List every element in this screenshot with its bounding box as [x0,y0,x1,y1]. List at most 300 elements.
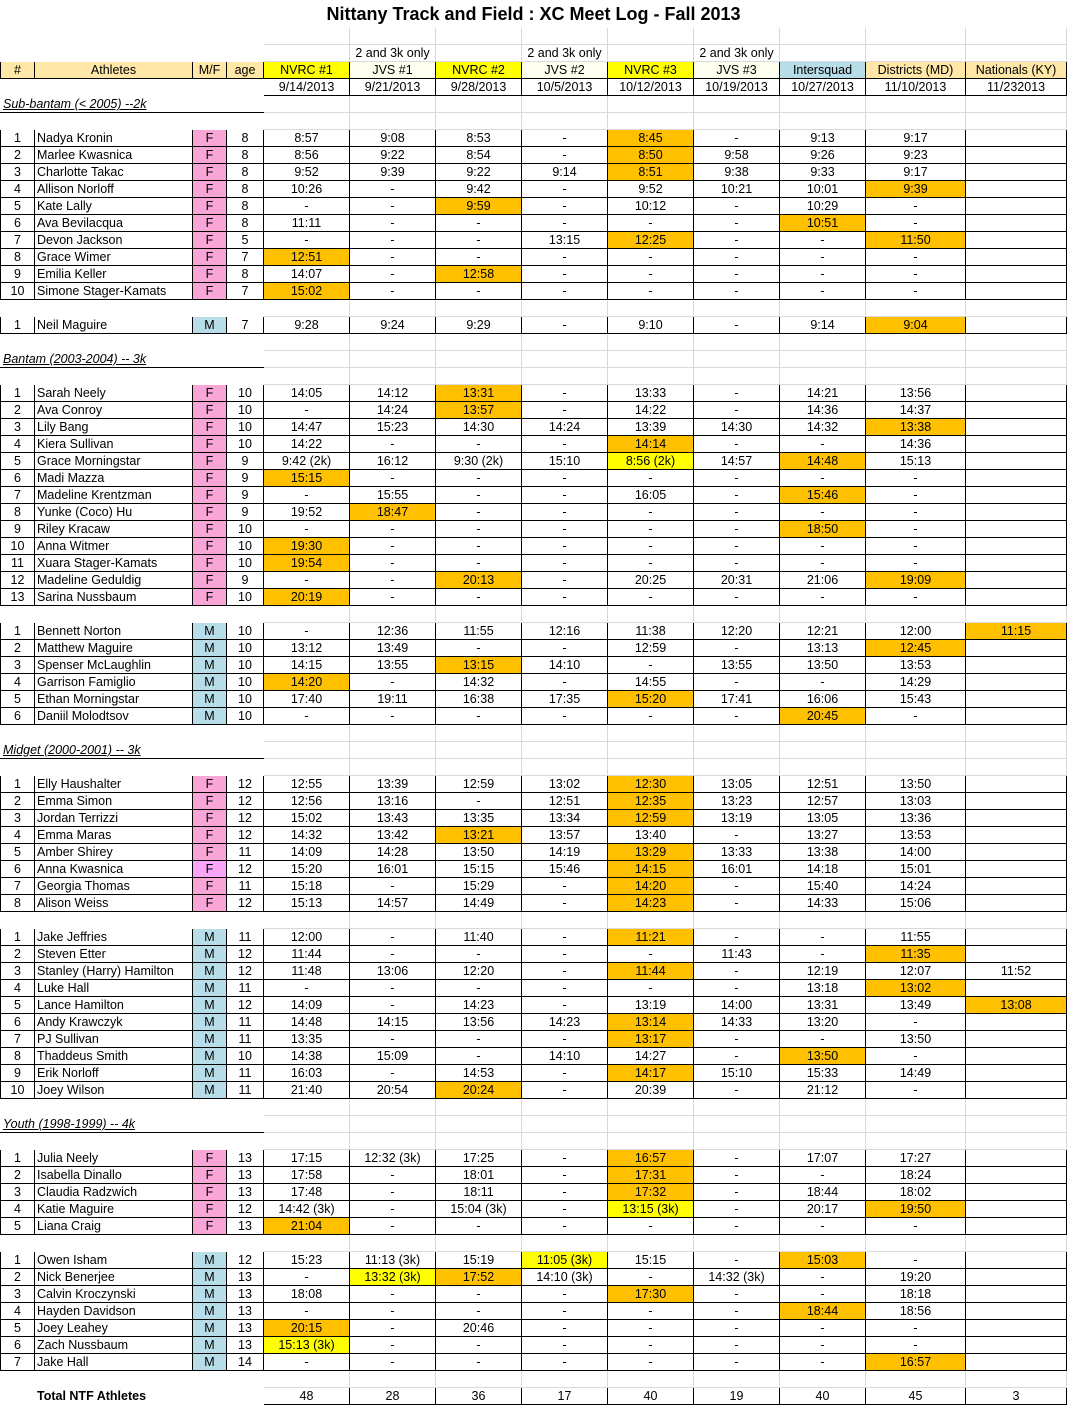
athlete-number[interactable]: 4 [1,1303,35,1320]
gender-badge[interactable]: M [193,1320,227,1337]
result-cell[interactable] [966,895,1067,912]
note-cell[interactable] [780,45,866,62]
result-cell[interactable] [966,708,1067,725]
empty-cell[interactable] [608,1235,694,1252]
result-cell[interactable]: - [350,1184,436,1201]
result-cell[interactable]: 13:33 [608,385,694,402]
result-cell[interactable]: - [350,708,436,725]
result-cell[interactable]: - [350,1065,436,1082]
empty-cell[interactable] [264,1099,350,1116]
result-cell[interactable]: 14:24 [866,878,966,895]
athlete-name[interactable]: Charlotte Takac [35,164,193,181]
result-cell[interactable] [966,827,1067,844]
result-cell[interactable]: - [350,1286,436,1303]
athlete-age[interactable]: 8 [227,266,264,283]
result-cell[interactable]: 14:17 [608,1065,694,1082]
empty-cell[interactable] [522,113,608,130]
result-cell[interactable]: 14:10 (3k) [522,1269,608,1286]
result-cell[interactable]: - [608,980,694,997]
result-cell[interactable]: 9:22 [350,147,436,164]
note-2-and-3k-only[interactable]: 2 and 3k only [694,45,780,62]
empty-cell[interactable] [966,1133,1067,1150]
column-header[interactable]: Athletes [35,62,193,79]
empty-cell[interactable] [35,334,193,351]
empty-cell[interactable] [608,725,694,742]
result-cell[interactable]: - [436,249,522,266]
gender-badge[interactable]: M [193,691,227,708]
result-cell[interactable]: 16:03 [264,1065,350,1082]
result-cell[interactable]: 8:56 [264,147,350,164]
meet-date[interactable]: 9/21/2013 [350,79,436,96]
empty-cell[interactable] [608,742,694,759]
result-cell[interactable]: 14:49 [436,895,522,912]
empty-cell[interactable] [436,1371,522,1388]
athlete-number[interactable]: 9 [1,266,35,283]
result-cell[interactable]: 14:21 [780,385,866,402]
result-cell[interactable]: - [694,1218,780,1235]
gender-badge[interactable]: F [193,130,227,147]
result-cell[interactable]: - [694,249,780,266]
result-cell[interactable]: 13:55 [694,657,780,674]
empty-cell[interactable] [350,759,436,776]
result-cell[interactable]: - [780,1218,866,1235]
total-count[interactable]: 48 [264,1388,350,1405]
athlete-number[interactable]: 7 [1,1354,35,1371]
empty-cell[interactable] [866,759,966,776]
empty-cell[interactable] [35,368,193,385]
athlete-age[interactable]: 12 [227,776,264,793]
result-cell[interactable]: - [350,589,436,606]
athlete-name[interactable]: Grace Morningstar [35,453,193,470]
result-cell[interactable]: - [694,878,780,895]
athlete-name[interactable]: Emma Simon [35,793,193,810]
gender-badge[interactable]: M [193,1048,227,1065]
empty-cell[interactable] [35,1099,193,1116]
empty-cell[interactable] [350,96,436,113]
empty-cell[interactable] [694,351,780,368]
result-cell[interactable] [966,1320,1067,1337]
result-cell[interactable]: - [436,283,522,300]
result-cell[interactable]: 9:10 [608,317,694,334]
athlete-number[interactable]: 3 [1,1286,35,1303]
result-cell[interactable]: - [436,1218,522,1235]
result-cell[interactable]: 12:51 [264,249,350,266]
result-cell[interactable]: - [608,946,694,963]
empty-cell[interactable] [780,725,866,742]
result-cell[interactable]: 10:12 [608,198,694,215]
empty-cell[interactable] [694,1371,780,1388]
empty-cell[interactable] [264,96,350,113]
result-cell[interactable]: 12:21 [780,623,866,640]
result-cell[interactable]: 11:55 [436,623,522,640]
empty-cell[interactable] [522,1116,608,1133]
result-cell[interactable]: - [780,555,866,572]
result-cell[interactable]: 9:26 [780,147,866,164]
athlete-number[interactable]: 1 [1,385,35,402]
total-count[interactable]: 17 [522,1388,608,1405]
gender-badge[interactable]: F [193,436,227,453]
result-cell[interactable] [966,147,1067,164]
result-cell[interactable]: 14:32 [436,674,522,691]
empty-cell[interactable] [1,1133,35,1150]
result-cell[interactable] [966,1048,1067,1065]
result-cell[interactable]: 15:20 [264,861,350,878]
athlete-number[interactable]: 5 [1,198,35,215]
result-cell[interactable]: - [522,1065,608,1082]
result-cell[interactable]: - [436,436,522,453]
gender-badge[interactable]: M [193,1065,227,1082]
empty-cell[interactable] [1,368,35,385]
result-cell[interactable]: - [866,266,966,283]
gender-badge[interactable]: F [193,283,227,300]
athlete-number[interactable]: 11 [1,555,35,572]
column-header[interactable]: Districts (MD) [866,62,966,79]
result-cell[interactable]: 12:20 [436,963,522,980]
result-cell[interactable]: - [694,1303,780,1320]
empty-cell[interactable] [264,113,350,130]
result-cell[interactable]: 20:19 [264,589,350,606]
empty-cell[interactable] [522,606,608,623]
result-cell[interactable]: - [694,130,780,147]
athlete-age[interactable]: 7 [227,283,264,300]
empty-cell[interactable] [264,351,350,368]
result-cell[interactable]: 14:09 [264,997,350,1014]
empty-cell[interactable] [193,334,227,351]
gender-badge[interactable]: M [193,1031,227,1048]
result-cell[interactable] [966,929,1067,946]
empty-cell[interactable] [966,912,1067,929]
result-cell[interactable]: - [436,1286,522,1303]
section-title[interactable]: Sub-bantam (< 2005) --2k [1,96,264,113]
athlete-name[interactable]: Nadya Kronin [35,130,193,147]
result-cell[interactable]: 13:53 [866,657,966,674]
result-cell[interactable]: 14:36 [866,436,966,453]
result-cell[interactable]: 9:23 [866,147,966,164]
athlete-age[interactable]: 11 [227,878,264,895]
empty-cell[interactable] [264,334,350,351]
empty-cell[interactable] [780,334,866,351]
result-cell[interactable]: 9:42 (2k) [264,453,350,470]
athlete-name[interactable]: Kate Lally [35,198,193,215]
athlete-name[interactable]: Calvin Kroczynski [35,1286,193,1303]
result-cell[interactable]: 16:57 [608,1150,694,1167]
athlete-age[interactable]: 12 [227,963,264,980]
column-header[interactable]: JVS #2 [522,62,608,79]
athlete-age[interactable]: 12 [227,997,264,1014]
athlete-age[interactable]: 8 [227,215,264,232]
empty-cell[interactable] [436,759,522,776]
result-cell[interactable]: 13:15 [522,232,608,249]
result-cell[interactable]: - [694,708,780,725]
result-cell[interactable]: 9:42 [436,181,522,198]
result-cell[interactable]: - [264,708,350,725]
meet-date[interactable]: 9/28/2013 [436,79,522,96]
result-cell[interactable]: - [694,1184,780,1201]
athlete-name[interactable]: Sarah Neely [35,385,193,402]
result-cell[interactable]: - [522,1150,608,1167]
result-cell[interactable]: - [522,130,608,147]
result-cell[interactable] [966,385,1067,402]
athlete-name[interactable]: Madeline Krentzman [35,487,193,504]
empty-cell[interactable] [35,300,193,317]
result-cell[interactable]: 13:43 [350,810,436,827]
result-cell[interactable]: 17:58 [264,1167,350,1184]
empty-cell[interactable] [866,1099,966,1116]
athlete-name[interactable]: Kiera Sullivan [35,436,193,453]
result-cell[interactable] [966,1065,1067,1082]
result-cell[interactable] [966,504,1067,521]
empty-cell[interactable] [522,334,608,351]
empty-cell[interactable] [694,1116,780,1133]
result-cell[interactable]: 15:13 [866,453,966,470]
result-cell[interactable]: 9:24 [350,317,436,334]
result-cell[interactable]: 11:44 [264,946,350,963]
gender-badge[interactable]: F [193,521,227,538]
athlete-age[interactable]: 13 [227,1269,264,1286]
empty-cell[interactable] [1,759,35,776]
gender-badge[interactable]: M [193,657,227,674]
note-cell[interactable] [193,45,227,62]
result-cell[interactable]: 11:43 [694,946,780,963]
result-cell[interactable] [966,776,1067,793]
result-cell[interactable]: 14:32 [780,419,866,436]
gender-badge[interactable]: F [193,1201,227,1218]
result-cell[interactable]: - [436,232,522,249]
athlete-number[interactable]: 2 [1,793,35,810]
result-cell[interactable]: 15:04 (3k) [436,1201,522,1218]
athlete-age[interactable]: 10 [227,640,264,657]
result-cell[interactable]: 15:03 [780,1252,866,1269]
note-cell[interactable] [966,45,1067,62]
empty-cell[interactable] [966,113,1067,130]
result-cell[interactable]: - [780,946,866,963]
result-cell[interactable]: - [866,504,966,521]
result-cell[interactable]: - [780,249,866,266]
result-cell[interactable]: 15:46 [780,487,866,504]
result-cell[interactable]: 9:30 (2k) [436,453,522,470]
result-cell[interactable]: 10:01 [780,181,866,198]
empty-cell[interactable] [193,759,227,776]
empty-cell[interactable] [436,113,522,130]
result-cell[interactable]: - [694,266,780,283]
result-cell[interactable]: - [350,215,436,232]
athlete-name[interactable]: Zach Nussbaum [35,1337,193,1354]
empty-cell[interactable] [35,1371,193,1388]
empty-cell[interactable] [436,725,522,742]
empty-cell[interactable] [193,1099,227,1116]
athlete-number[interactable]: 2 [1,402,35,419]
result-cell[interactable]: 14:10 [522,657,608,674]
result-cell[interactable]: - [522,674,608,691]
result-cell[interactable]: - [522,402,608,419]
athlete-age[interactable]: 9 [227,572,264,589]
athlete-number[interactable]: 2 [1,1167,35,1184]
result-cell[interactable]: - [522,1167,608,1184]
empty-cell[interactable] [608,912,694,929]
section-title[interactable]: Midget (2000-2001) -- 3k [1,742,264,759]
column-header[interactable]: # [1,62,35,79]
result-cell[interactable]: - [694,436,780,453]
result-cell[interactable]: - [608,657,694,674]
result-cell[interactable]: 14:55 [608,674,694,691]
result-cell[interactable] [966,1303,1067,1320]
result-cell[interactable]: 20:31 [694,572,780,589]
result-cell[interactable]: 18:11 [436,1184,522,1201]
result-cell[interactable]: 15:19 [436,1252,522,1269]
result-cell[interactable]: 14:48 [264,1014,350,1031]
athlete-number[interactable]: 8 [1,1048,35,1065]
athlete-age[interactable]: 10 [227,385,264,402]
total-count[interactable]: 3 [966,1388,1067,1405]
result-cell[interactable]: 14:22 [264,436,350,453]
athlete-age[interactable]: 9 [227,453,264,470]
athlete-number[interactable]: 7 [1,878,35,895]
result-cell[interactable]: - [780,266,866,283]
athlete-age[interactable]: 10 [227,674,264,691]
result-cell[interactable]: 20:15 [264,1320,350,1337]
empty-cell[interactable] [694,742,780,759]
result-cell[interactable]: - [780,470,866,487]
result-cell[interactable]: - [522,878,608,895]
result-cell[interactable]: 19:52 [264,504,350,521]
result-cell[interactable]: 13:50 [780,1048,866,1065]
result-cell[interactable]: 17:07 [780,1150,866,1167]
empty-cell[interactable] [866,300,966,317]
section-title[interactable]: Youth (1998-1999) -- 4k [1,1116,264,1133]
result-cell[interactable] [966,521,1067,538]
empty-cell[interactable] [522,725,608,742]
result-cell[interactable]: - [436,555,522,572]
athlete-age[interactable]: 11 [227,1031,264,1048]
gender-badge[interactable]: F [193,538,227,555]
result-cell[interactable] [966,555,1067,572]
empty-cell[interactable] [436,96,522,113]
result-cell[interactable]: 9:38 [694,164,780,181]
empty-cell[interactable] [193,79,227,96]
result-cell[interactable]: 12:55 [264,776,350,793]
result-cell[interactable]: - [694,1320,780,1337]
gender-badge[interactable]: F [193,555,227,572]
gender-badge[interactable]: F [193,878,227,895]
empty-cell[interactable] [608,113,694,130]
result-cell[interactable]: - [694,555,780,572]
result-cell[interactable]: - [522,249,608,266]
result-cell[interactable]: 11:21 [608,929,694,946]
result-cell[interactable] [966,1184,1067,1201]
result-cell[interactable]: 14:22 [608,402,694,419]
empty-cell[interactable] [522,368,608,385]
result-cell[interactable] [966,283,1067,300]
result-cell[interactable]: 14:57 [350,895,436,912]
empty-cell[interactable] [227,725,264,742]
result-cell[interactable]: - [780,504,866,521]
result-cell[interactable]: - [694,980,780,997]
athlete-name[interactable]: Steven Etter [35,946,193,963]
result-cell[interactable]: 16:38 [436,691,522,708]
empty-cell[interactable] [35,113,193,130]
gender-badge[interactable]: F [193,215,227,232]
result-cell[interactable]: 8:54 [436,147,522,164]
result-cell[interactable]: 9:14 [780,317,866,334]
result-cell[interactable] [966,249,1067,266]
empty-cell[interactable] [227,912,264,929]
result-cell[interactable]: 13:03 [866,793,966,810]
empty-cell[interactable] [694,28,780,45]
athlete-number[interactable]: 1 [1,130,35,147]
empty-cell[interactable] [264,368,350,385]
athlete-number[interactable]: 8 [1,895,35,912]
result-cell[interactable]: 14:48 [780,453,866,470]
result-cell[interactable]: - [608,249,694,266]
result-cell[interactable]: - [694,827,780,844]
athlete-age[interactable]: 11 [227,1014,264,1031]
result-cell[interactable]: - [694,1252,780,1269]
result-cell[interactable]: - [350,198,436,215]
result-cell[interactable]: 17:40 [264,691,350,708]
result-cell[interactable]: 16:01 [350,861,436,878]
athlete-number[interactable]: 8 [1,249,35,266]
result-cell[interactable]: 20:45 [780,708,866,725]
result-cell[interactable]: 11:38 [608,623,694,640]
result-cell[interactable]: - [350,538,436,555]
result-cell[interactable]: - [694,1286,780,1303]
athlete-age[interactable]: 12 [227,810,264,827]
empty-cell[interactable] [193,606,227,623]
result-cell[interactable]: 13:56 [436,1014,522,1031]
result-cell[interactable]: 15:40 [780,878,866,895]
empty-cell[interactable] [436,1099,522,1116]
gender-badge[interactable]: M [193,1303,227,1320]
empty-cell[interactable] [780,351,866,368]
athlete-name[interactable]: Claudia Radzwich [35,1184,193,1201]
result-cell[interactable]: 13:56 [866,385,966,402]
result-cell[interactable]: 18:24 [866,1167,966,1184]
athlete-number[interactable]: 10 [1,1082,35,1099]
athlete-age[interactable]: 12 [227,1201,264,1218]
result-cell[interactable] [966,164,1067,181]
empty-cell[interactable] [35,79,193,96]
athlete-age[interactable]: 11 [227,844,264,861]
result-cell[interactable]: 11:11 [264,215,350,232]
athlete-name[interactable]: Emma Maras [35,827,193,844]
result-cell[interactable]: 13:21 [436,827,522,844]
result-cell[interactable]: 9:33 [780,164,866,181]
athlete-number[interactable]: 8 [1,504,35,521]
athlete-number[interactable]: 3 [1,657,35,674]
note-cell[interactable] [35,45,193,62]
empty-cell[interactable] [193,1371,227,1388]
athlete-number[interactable]: 12 [1,572,35,589]
result-cell[interactable] [966,130,1067,147]
athlete-name[interactable]: Spenser McLaughlin [35,657,193,674]
athlete-age[interactable]: 13 [227,1150,264,1167]
empty-cell[interactable] [227,28,264,45]
result-cell[interactable]: 13:35 [264,1031,350,1048]
gender-badge[interactable]: M [193,1354,227,1371]
result-cell[interactable] [966,1167,1067,1184]
result-cell[interactable] [966,419,1067,436]
result-cell[interactable]: - [780,674,866,691]
empty-cell[interactable] [694,368,780,385]
result-cell[interactable]: - [694,1337,780,1354]
result-cell[interactable]: 14:09 [264,844,350,861]
athlete-name[interactable]: Xuara Stager-Kamats [35,555,193,572]
athlete-number[interactable]: 10 [1,538,35,555]
result-cell[interactable]: - [350,1354,436,1371]
empty-cell[interactable] [193,300,227,317]
empty-cell[interactable] [350,606,436,623]
result-cell[interactable]: 14:30 [694,419,780,436]
